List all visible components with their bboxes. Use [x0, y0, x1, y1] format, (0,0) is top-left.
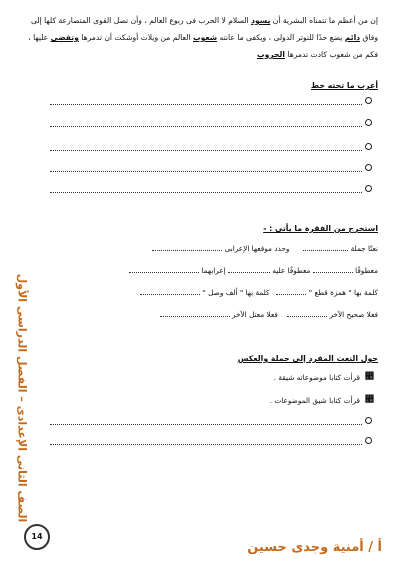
- passage-text: السلام لا الحرب فى ربوع العالم ، وأن تصل القوى المتصارعة كلها إلى وفاق: [30, 16, 378, 42]
- circle-bullet-icon: [365, 164, 372, 171]
- grade-sidebar: [4, 258, 40, 538]
- underlined-word: يسود: [251, 16, 271, 25]
- passage-text: عليها ، فكم من شعوب كادت تدمرها: [28, 33, 378, 59]
- circle-bullet-icon: [365, 185, 372, 192]
- row-label: وحدد موقعها الإعرابى: [224, 244, 290, 253]
- answer-line[interactable]: [50, 171, 362, 172]
- exercise-sentence: قرأت كتابا شيق الموضوعات .: [269, 396, 360, 405]
- section-heading-extract: استخرج من الفقرة ما يأتى : -: [263, 224, 378, 233]
- circle-bullet-icon: [365, 417, 372, 424]
- row-label: إعرابهما: [201, 266, 226, 275]
- answer-line[interactable]: [50, 444, 362, 445]
- author-footer: أ / أمنية وجدى حسين: [247, 540, 382, 555]
- circle-bullet-icon: [365, 437, 372, 444]
- passage-text: يضع حدًا للتوتر الدولى ، ويكفى ما عانته: [217, 33, 345, 42]
- underlined-word: الحروب: [256, 50, 285, 59]
- passage: [22, 12, 378, 63]
- section-heading-convert: حول النعت المفرد إلى جملة والعكس: [237, 354, 378, 363]
- row-label: كلمة بها " همزة قطع ": [308, 288, 378, 297]
- answer-line[interactable]: [50, 104, 362, 105]
- answer-blank[interactable]: [287, 309, 327, 317]
- row-label: فعلا معتل الآخر: [231, 310, 278, 319]
- answer-line[interactable]: [50, 424, 362, 425]
- circle-bullet-icon: [365, 143, 372, 150]
- extract-row: [129, 265, 378, 275]
- underlined-word: وتقضى: [50, 33, 79, 42]
- row-label: نعتًا جملة: [350, 244, 378, 253]
- row-label: معطوفًا: [355, 266, 378, 275]
- page-number: 14: [24, 524, 50, 550]
- exercise-sentence: قرأت كتابا موضوعاته شيقة .: [273, 373, 360, 382]
- section-heading-parse: أعرب ما تحته خط: [310, 81, 378, 90]
- row-label: فعلا صحيح الآخر: [329, 310, 378, 319]
- answer-blank[interactable]: [303, 243, 348, 251]
- hook-mark-icon: ⵪: [365, 395, 374, 405]
- answer-line[interactable]: [50, 126, 362, 127]
- passage-text: إن من أعظم ما تتمناه البشرية أن: [270, 16, 378, 25]
- hook-mark-icon: ⵪: [365, 372, 374, 382]
- underlined-word: دائم: [344, 33, 361, 42]
- answer-blank[interactable]: [276, 287, 306, 295]
- extract-row: [160, 309, 378, 319]
- row-label: كلمة بها " ألف وصل ": [202, 288, 270, 297]
- circle-bullet-icon: [365, 97, 372, 104]
- extract-row: [140, 287, 378, 297]
- extract-row: [152, 243, 378, 253]
- row-label: معطوفًا عليه: [272, 266, 311, 275]
- grade-label: الصف الثانى الإعدادى – الفصل الدراسى الأول: [15, 273, 29, 523]
- passage-text: العالم من ويلات أوشكت أن تدمرها: [78, 33, 193, 42]
- answer-blank[interactable]: [160, 309, 230, 317]
- answer-blank[interactable]: [313, 265, 353, 273]
- answer-blank[interactable]: [140, 287, 200, 295]
- answer-line[interactable]: [50, 192, 362, 193]
- underlined-word: شعوب: [192, 33, 218, 42]
- answer-blank[interactable]: [152, 243, 222, 251]
- answer-line[interactable]: [50, 150, 362, 151]
- answer-blank[interactable]: [129, 265, 199, 273]
- circle-bullet-icon: [365, 119, 372, 126]
- answer-blank[interactable]: [228, 265, 270, 273]
